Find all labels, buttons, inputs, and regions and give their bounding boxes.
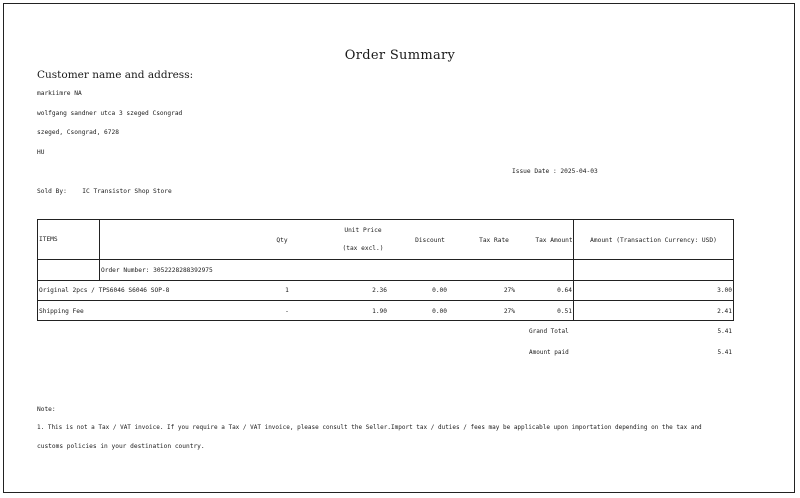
- header-amount: Amount (Transaction Currency: USD): [590, 237, 717, 244]
- note-line-1: 1. This is not a Tax / VAT invoice. If you require a Tax / VAT invoice, please consult the Seller.Import tax / duties / fees may be applicable upon importation depending on the tax and: [37, 424, 702, 431]
- table-row-divider: [37, 280, 734, 281]
- table-row-divider: [37, 300, 734, 301]
- amount-paid-label: Amount paid: [529, 349, 569, 356]
- sold-by-value: IC Transistor Shop Store: [82, 188, 172, 195]
- row-unit-price: 1.90: [372, 308, 387, 315]
- row-qty: 1: [285, 287, 289, 294]
- table-col-divider: [99, 219, 100, 281]
- row-amount: 2.41: [717, 308, 732, 315]
- grand-total-value: 5.41: [717, 328, 732, 335]
- table-row-divider: [37, 259, 734, 260]
- header-items: ITEMS: [39, 236, 58, 243]
- header-unit-price: Unit Price: [344, 227, 382, 234]
- sold-by-label: Sold By:: [37, 188, 67, 195]
- note-label: Note:: [37, 406, 56, 413]
- header-tax-amount: Tax Amount: [535, 237, 573, 244]
- note-line-2: customs policies in your destination country.: [37, 443, 205, 450]
- header-qty: Qty: [276, 237, 288, 244]
- row-item: Shipping Fee: [39, 308, 84, 315]
- sold-by: [37, 188, 172, 195]
- header-tax-rate: Tax Rate: [479, 237, 509, 244]
- order-number: Order Number: 3052228288392975: [101, 267, 213, 274]
- header-unit-price-note: (tax excl.): [342, 245, 384, 252]
- table-col-divider: [573, 219, 574, 321]
- grand-total-label: Grand Total: [529, 328, 569, 335]
- order-summary-page: [3, 3, 795, 493]
- order-items-table: [37, 219, 734, 321]
- row-tax-amount: 0.64: [557, 287, 572, 294]
- amount-paid-value: 5.41: [717, 349, 732, 356]
- customer-address-line2: szeged, Csongrad, 6728: [37, 129, 119, 136]
- page-title: Order Summary: [344, 48, 456, 63]
- row-qty: -: [285, 308, 289, 315]
- table-border-top: [37, 219, 734, 220]
- row-tax-rate: 27%: [503, 308, 515, 315]
- row-discount: 0.00: [432, 308, 447, 315]
- row-unit-price: 2.36: [372, 287, 387, 294]
- customer-address-line1: wolfgang sandner utca 3 szeged Csongrad: [37, 110, 183, 117]
- row-tax-amount: 0.51: [557, 308, 572, 315]
- row-discount: 0.00: [432, 287, 447, 294]
- table-border-left: [37, 219, 38, 321]
- table-border-bottom: [37, 320, 734, 321]
- table-border-right: [733, 219, 734, 321]
- customer-country: HU: [37, 149, 45, 156]
- customer-name: markiimre NA: [37, 90, 82, 97]
- issue-date: Issue Date : 2025-04-03: [512, 168, 598, 175]
- row-item: Original 2pcs / TPS6046 S6046 SOP-8: [39, 287, 170, 294]
- customer-heading: Customer name and address:: [37, 69, 194, 81]
- row-amount: 3.00: [717, 287, 732, 294]
- header-discount: Discount: [415, 237, 445, 244]
- row-tax-rate: 27%: [503, 287, 515, 294]
